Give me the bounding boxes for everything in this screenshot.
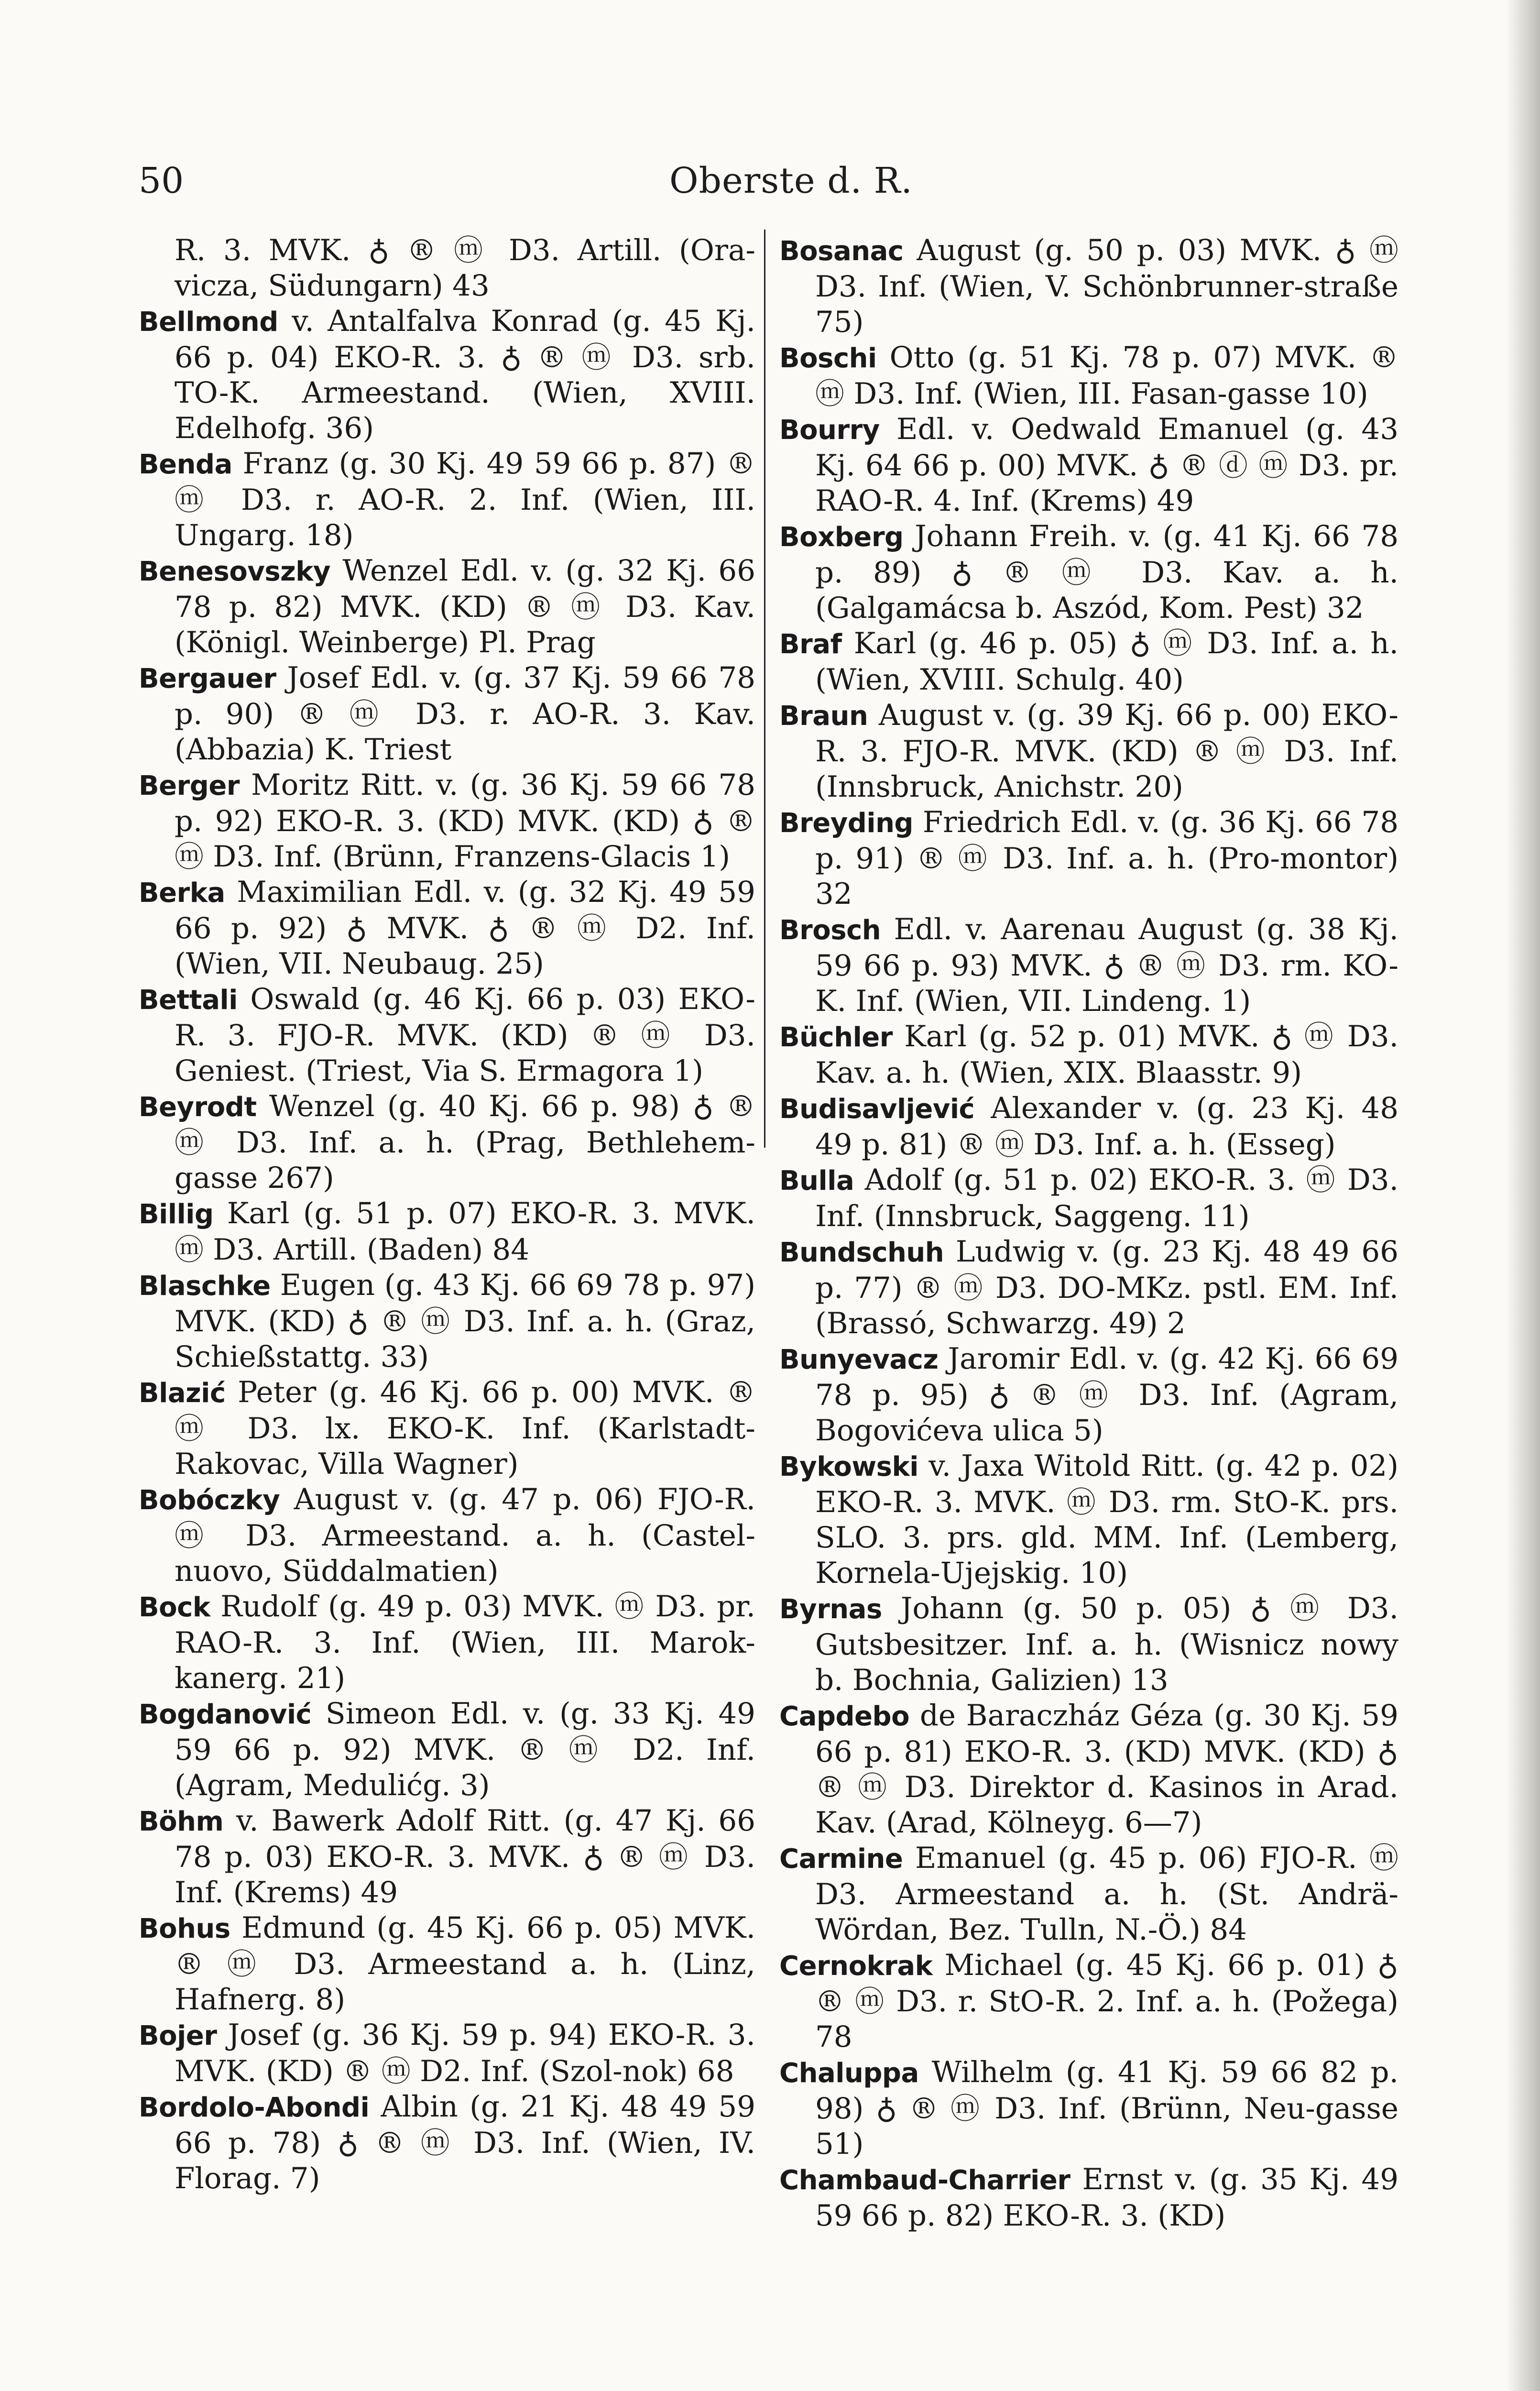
entry-surname: Brosch: [779, 915, 881, 946]
entry-text: Emanuel (g. 45 p. 06) FJO-R. ⓜ D3. Armeestand a. h. (St. Andrä-Wördan, Bez. Tulln, N.-Ö.) 84: [815, 1841, 1398, 1947]
entry-text: Oswald (g. 46 Kj. 66 p. 03) EKO-R. 3. FJO-R. MVK. (KD) ® ⓜ D3. Geniest. (Triest, Via S. Ermagora 1): [175, 982, 755, 1088]
register-entry: [139, 768, 755, 875]
entry-surname: Bock: [139, 1592, 210, 1623]
entry-text: Edl. v. Oedwald Emanuel (g. 43 Kj. 64 66 p. 00) MVK. ♁ ® ⓓ ⓜ D3. pr. RAO-R. 4. Inf. (Krems) 49: [815, 412, 1399, 518]
register-entry: [139, 553, 755, 660]
register-entry: [779, 1448, 1398, 1591]
entry-surname: Bohus: [139, 1913, 230, 1944]
page-number: 50: [139, 160, 184, 201]
entry-text: Ludwig v. (g. 23 Kj. 48 49 66 p. 77) ® ⓜ D3. DO-MKz. pstl. EM. Inf. (Brassó, Schwarzg. 49) 2: [815, 1235, 1398, 1340]
entry-surname: Berger: [139, 770, 240, 801]
register-entry: [139, 1803, 755, 1910]
entry-text: Karl (g. 51 p. 07) EKO-R. 3. MVK. ⓜ D3. Artill. (Baden) 84: [175, 1196, 755, 1267]
entry-surname: Carmine: [779, 1843, 903, 1875]
entry-surname: Benesovszky: [139, 556, 330, 587]
entry-surname: Cernokrak: [779, 1951, 933, 1982]
entry-text: Simeon Edl. v. (g. 33 Kj. 49 59 66 p. 92) MVK. ® ⓜ D2. Inf. (Agram, Medulićg. 3): [175, 1697, 755, 1802]
entry-text: Jaromir Edl. v. (g. 42 Kj. 66 69 78 p. 95) ♁ ® ⓜ D3. Inf. (Agram, Bogovićeva ulica 5): [815, 1342, 1398, 1448]
register-entry: [779, 412, 1398, 519]
register-entry: [779, 1341, 1398, 1448]
register-entry: [779, 519, 1398, 626]
register-entry: [139, 1089, 755, 1196]
entry-surname: Chambaud-Charrier: [779, 2165, 1070, 2196]
entry-surname: Bordolo-Abondi: [139, 2092, 370, 2123]
entry-surname: Capdebo: [779, 1701, 910, 1732]
entry-text: v. Antalfalva Konrad (g. 45 Kj. 66 p. 04) EKO-R. 3. ♁ ® ⓜ D3. srb. TO-K. Armeestand. (Wien, XVIII. Edelhofg. 36): [175, 304, 755, 445]
register-entry: [779, 698, 1398, 805]
entry-text: Otto (g. 51 Kj. 78 p. 07) MVK. ® ⓜ D3. Inf. (Wien, III. Fasan-gasse 10): [815, 340, 1398, 411]
entry-text: Albin (g. 21 Kj. 48 49 59 66 p. 78) ♁ ® ⓜ D3. Inf. (Wien, IV. Florag. 7): [175, 2090, 756, 2195]
entry-surname: Bykowski: [779, 1451, 918, 1482]
entry-text: v. Bawerk Adolf Ritt. (g. 47 Kj. 66 78 p. 03) EKO-R. 3. MVK. ♁ ® ⓜ D3. Inf. (Krems) 49: [175, 1804, 756, 1909]
register-entry: [779, 1019, 1398, 1091]
entry-text: Friedrich Edl. v. (g. 36 Kj. 66 78 p. 91) ® ⓜ D3. Inf. a. h. (Pro-montor) 32: [815, 805, 1399, 911]
entry-text: Franz (g. 30 Kj. 49 59 66 p. 87) ® ⓜ D3. r. AO-R. 2. Inf. (Wien, III. Ungarg. 18): [175, 447, 756, 552]
register-entry: [779, 805, 1398, 912]
entry-text: Michael (g. 45 Kj. 66 p. 01) ♁ ® ⓜ D3. r. StO-R. 2. Inf. a. h. (Požega) 78: [815, 1948, 1398, 2054]
register-entry: [139, 660, 755, 768]
entry-surname: Bunyevacz: [779, 1344, 939, 1375]
entry-surname: Billig: [139, 1199, 214, 1230]
entry-text: Peter (g. 46 Kj. 66 p. 00) MVK. ® ⓜ D3. lx. EKO-K. Inf. (Karlstadt-Rakovac, Villa Wagner): [175, 1375, 755, 1481]
entry-text: Maximilian Edl. v. (g. 32 Kj. 49 59 66 p. 92) ♁ MVK. ♁ ® ⓜ D2. Inf. (Wien, VII. Neubaug. 25): [175, 875, 755, 981]
entry-surname: Büchler: [779, 1022, 893, 1053]
entry-surname: Bogdanović: [139, 1699, 312, 1730]
entry-surname: Boschi: [779, 343, 877, 374]
register-entry: [779, 1091, 1398, 1163]
entry-surname: Bettali: [139, 985, 238, 1016]
entry-text: Wenzel Edl. v. (g. 32 Kj. 66 78 p. 82) MVK. (KD) ® ⓜ D3. Kav. (Königl. Weinberge) Pl. Prag: [175, 554, 756, 659]
register-entry: [779, 1163, 1398, 1234]
register-entry: [779, 912, 1398, 1019]
entry-surname: Bojer: [139, 2020, 217, 2051]
register-entry: [139, 2089, 755, 2196]
register-entry: [139, 304, 755, 446]
entry-text: Alexander v. (g. 23 Kj. 48 49 p. 81) ® ⓜ D3. Inf. a. h. (Esseg): [815, 1091, 1399, 1162]
register-entry: [779, 626, 1398, 698]
entry-text: Johann (g. 50 p. 05) ♁ ⓜ D3. Gutsbesitzer. Inf. a. h. (Wisnicz nowy b. Bochnia, Galizien) 13: [815, 1591, 1398, 1697]
register-entry: [779, 2162, 1398, 2234]
register-entry: [139, 1589, 755, 1696]
entry-surname: Benda: [139, 449, 232, 480]
entry-surname: Bulla: [779, 1165, 854, 1196]
entry-surname: Bellmond: [139, 307, 278, 338]
register-entry: [139, 1910, 755, 2018]
entry-text: August v. (g. 39 Kj. 66 p. 00) EKO-R. 3. FJO-R. MVK. (KD) ® ⓜ D3. Inf. (Innsbruck, Anichstr. 20): [815, 698, 1398, 804]
register-entry: [779, 1234, 1398, 1341]
page-header: [139, 160, 1387, 213]
entry-surname: Budisavljević: [779, 1094, 975, 1125]
entry-surname: Bergauer: [139, 663, 276, 694]
register-entry: [779, 1841, 1398, 1948]
entry-text: Adolf (g. 51 p. 02) EKO-R. 3. ⓜ D3. Inf. (Innsbruck, Saggeng. 11): [815, 1163, 1398, 1233]
entry-text: Rudolf (g. 49 p. 03) MVK. ⓜ D3. pr. RAO-R. 3. Inf. (Wien, III. Marok-kanerg. 21): [175, 1590, 755, 1695]
column-divider: [764, 230, 765, 1148]
entry-surname: Böhm: [139, 1806, 224, 1837]
entry-surname: Boxberg: [779, 522, 904, 553]
entry-surname: Breyding: [779, 808, 914, 839]
register-entry: [139, 446, 755, 553]
page-edge-shadow: [1506, 0, 1540, 2391]
entry-surname: Braun: [779, 701, 868, 732]
entry-surname: Bobóczky: [139, 1485, 280, 1516]
entry-text: Edl. v. Aarenau August (g. 38 Kj. 59 66 p. 93) MVK. ♁ ® ⓜ D3. rm. KO-K. Inf. (Wien, VII. Lindeng. 1): [815, 912, 1399, 1018]
register-entry: [139, 1696, 755, 1803]
entry-text: Josef (g. 36 Kj. 59 p. 94) EKO-R. 3. MVK. (KD) ® ⓜ D2. Inf. (Szol-nok) 68: [175, 2018, 756, 2088]
entry-text: August (g. 50 p. 03) MVK. ♁ ⓜ D3. Inf. (Wien, V. Schönbrunner-straße 75): [815, 233, 1399, 339]
entry-text: Wenzel (g. 40 Kj. 66 p. 98) ♁ ® ⓜ D3. Inf. a. h. (Prag, Bethlehem-gasse 267): [175, 1089, 756, 1195]
register-entry: [779, 1948, 1398, 2055]
entry-surname: Bundschuh: [779, 1237, 944, 1268]
entry-surname: Bourry: [779, 415, 880, 446]
register-entry: [139, 1196, 755, 1268]
entry-text: August v. (g. 47 p. 06) FJO-R. ⓜ D3. Armeestand. a. h. (Castel-nuovo, Süddalmatien): [175, 1482, 755, 1588]
entry-text: Wilhelm (g. 41 Kj. 59 66 82 p. 98) ♁ ® ⓜ D3. Inf. (Brünn, Neu-gasse 51): [815, 2055, 1398, 2161]
entry-surname: Bosanac: [779, 236, 904, 267]
entry-surname: Beyrodt: [139, 1092, 257, 1123]
register-entry: [779, 340, 1398, 412]
entry-text: Edmund (g. 45 Kj. 66 p. 05) MVK. ® ⓜ D3. Armeestand a. h. (Linz, Hafnerg. 8): [175, 1911, 755, 2017]
entry-surname: Berka: [139, 877, 225, 909]
right-column: [779, 233, 1398, 2234]
register-entry: [139, 233, 755, 304]
entry-surname: Byrnas: [779, 1594, 882, 1625]
register-entry: [139, 1375, 755, 1482]
running-title: Oberste d. R.: [669, 160, 913, 201]
entry-text: R. 3. MVK. ♁ ® ⓜ D3. Artill. (Ora-vicza, Südungarn) 43: [175, 233, 755, 303]
entry-text: Ernst v. (g. 35 Kj. 49 59 66 p. 82) EKO-R. 3. (KD): [815, 2162, 1398, 2233]
register-entry: [779, 1698, 1398, 1841]
entry-text: Eugen (g. 43 Kj. 66 69 78 p. 97) MVK. (KD) ♁ ® ⓜ D3. Inf. a. h. (Graz, Schießstattg. 33): [175, 1268, 755, 1374]
register-entry: [779, 1591, 1398, 1698]
entry-surname: Blazić: [139, 1378, 226, 1409]
entry-surname: Braf: [779, 629, 842, 660]
register-entry: [139, 1268, 755, 1375]
entry-text: Josef Edl. v. (g. 37 Kj. 59 66 78 p. 90) ® ⓜ D3. r. AO-R. 3. Kav. (Abbazia) K. Triest: [175, 661, 756, 767]
entry-surname: Chaluppa: [779, 2058, 919, 2089]
register-entry: [139, 982, 755, 1089]
register-entry: [779, 2055, 1398, 2162]
entry-text: Karl (g. 46 p. 05) ♁ ⓜ D3. Inf. a. h. (Wien, XVIII. Schulg. 40): [815, 626, 1399, 697]
entry-text: v. Jaxa Witold Ritt. (g. 42 p. 02) EKO-R. 3. MVK. ⓜ D3. rm. StO-K. prs. SLO. 3. prs. gld. MM. Inf. (Lemberg, Kornela-Ujejskig. 10): [815, 1449, 1399, 1590]
entry-text: de Baraczház Géza (g. 30 Kj. 59 66 p. 81) EKO-R. 3. (KD) MVK. (KD) ♁ ® ⓜ D3. Direktor d. Kasinos in Arad. Kav. (Arad, Kölneyg. 6—7): [815, 1699, 1398, 1840]
entry-surname: Blaschke: [139, 1271, 271, 1302]
register-entry: [779, 233, 1398, 340]
entry-text: Karl (g. 52 p. 01) MVK. ♁ ⓜ D3. Kav. a. h. (Wien, XIX. Blaasstr. 9): [815, 1020, 1399, 1090]
left-column: [139, 233, 755, 2196]
register-entry: [139, 1482, 755, 1589]
entry-text: Johann Freih. v. (g. 41 Kj. 66 78 p. 89) ♁ ® ⓜ D3. Kav. a. h. (Galgamácsa b. Aszód, Kom. Pest) 32: [815, 519, 1399, 625]
register-entry: [139, 875, 755, 982]
register-entry: [139, 2018, 755, 2089]
entry-text: Moritz Ritt. v. (g. 36 Kj. 59 66 78 p. 92) EKO-R. 3. (KD) MVK. (KD) ♁ ® ⓜ D3. Inf. (Brünn, Franzens-Glacis 1): [175, 768, 756, 874]
